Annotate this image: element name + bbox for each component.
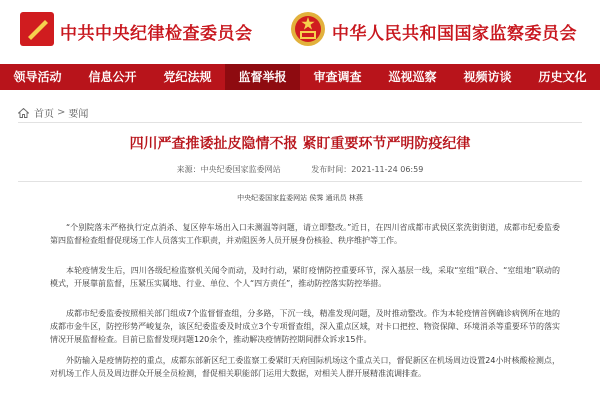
article-paragraph: 成都市纪委监委按照相关部门组成7个监督督查组，分多路，下沉一线，精准发现问题，及时推动整改。作为本轮疫情首例确诊病例所在地的成都市金牛区，防控形势严峻复杂，该区纪委监委及时成立3个专项督查组，深入重点区域，对卡口把控、物资保障、环境消杀等重要环节的落实情况开展监督检查。目前已监督发现问题120余个，推动解决疫情防控期间群众诉求15件。	[50, 309, 560, 344]
article-date: 发布时间：2021-11-24 06:59	[311, 165, 424, 174]
article-title: 四川严查推诿扯皮隐情不报 紧盯重要环节严明防疫纪律	[129, 136, 471, 152]
article-source: 来源：中央纪委国家监委网站	[176, 165, 281, 174]
article-meta	[0, 164, 600, 175]
breadcrumb-separator: >	[57, 107, 66, 118]
nav-item-leadership[interactable]: 领导活动	[13, 70, 62, 84]
nav-item-regulations[interactable]: 党纪法规	[163, 70, 212, 84]
party-emblem-icon[interactable]	[20, 12, 54, 46]
nav-item-video[interactable]: 视频访谈	[463, 70, 512, 84]
site-header	[0, 0, 600, 64]
nav-item-history[interactable]: 历史文化	[538, 70, 587, 84]
national-emblem-icon[interactable]	[290, 11, 326, 47]
divider	[18, 122, 582, 123]
nav-item-report[interactable]: 监督举报	[225, 64, 300, 90]
ccdi-title[interactable]: 中共中央纪律检查委员会	[60, 24, 253, 44]
nsc-title[interactable]: 中华人民共和国国家监察委员会	[332, 24, 577, 44]
breadcrumb-home[interactable]: 首页	[34, 109, 54, 120]
breadcrumb-current[interactable]: 要闻	[68, 109, 89, 120]
breadcrumb	[18, 105, 88, 120]
nav-item-disclosure[interactable]: 信息公开	[88, 70, 137, 84]
article-paragraph: 外防输入是疫情防控的重点，成都东部新区纪工委监察工委紧盯天府国际机场这个重点关口，督促新区在机场周边设置24小时核酸检测点，对机场工作人员及周边群众开展全员检测，督促相关职能部门运用大数据，对相关人群开展精准流调排查。	[50, 356, 560, 378]
home-icon[interactable]	[18, 108, 29, 118]
nav-item-inspection[interactable]: 巡视巡察	[388, 70, 437, 84]
article-paragraph: 本轮疫情发生后，四川各级纪检监察机关闻令而动，及时行动，紧盯疫情防控重要环节，深入基层一线，采取“室组”联合、“室组地”联动的模式，开展靠前监督，压紧压实属地、行业、单位、个人“四方责任”，推动防控落实防控举措。	[50, 266, 560, 288]
article-paragraph: “个别院落未严格执行定点消杀、复区停车场出入口未测温等问题，请立即整改。”近日，在四川省成都市武侯区浆洗街街道，成都市纪委监委第四监督检查组督促现场工作人员落实工作职责，并劝阻医务人员开展身份核验、秩序维护等工作。	[50, 223, 560, 245]
nav-item-investigation[interactable]: 审查调查	[313, 70, 362, 84]
article-byline: 中央纪委国家监委网站 侯霁 通讯员 林燕	[237, 194, 363, 202]
main-nav	[0, 64, 600, 90]
divider	[18, 181, 582, 182]
